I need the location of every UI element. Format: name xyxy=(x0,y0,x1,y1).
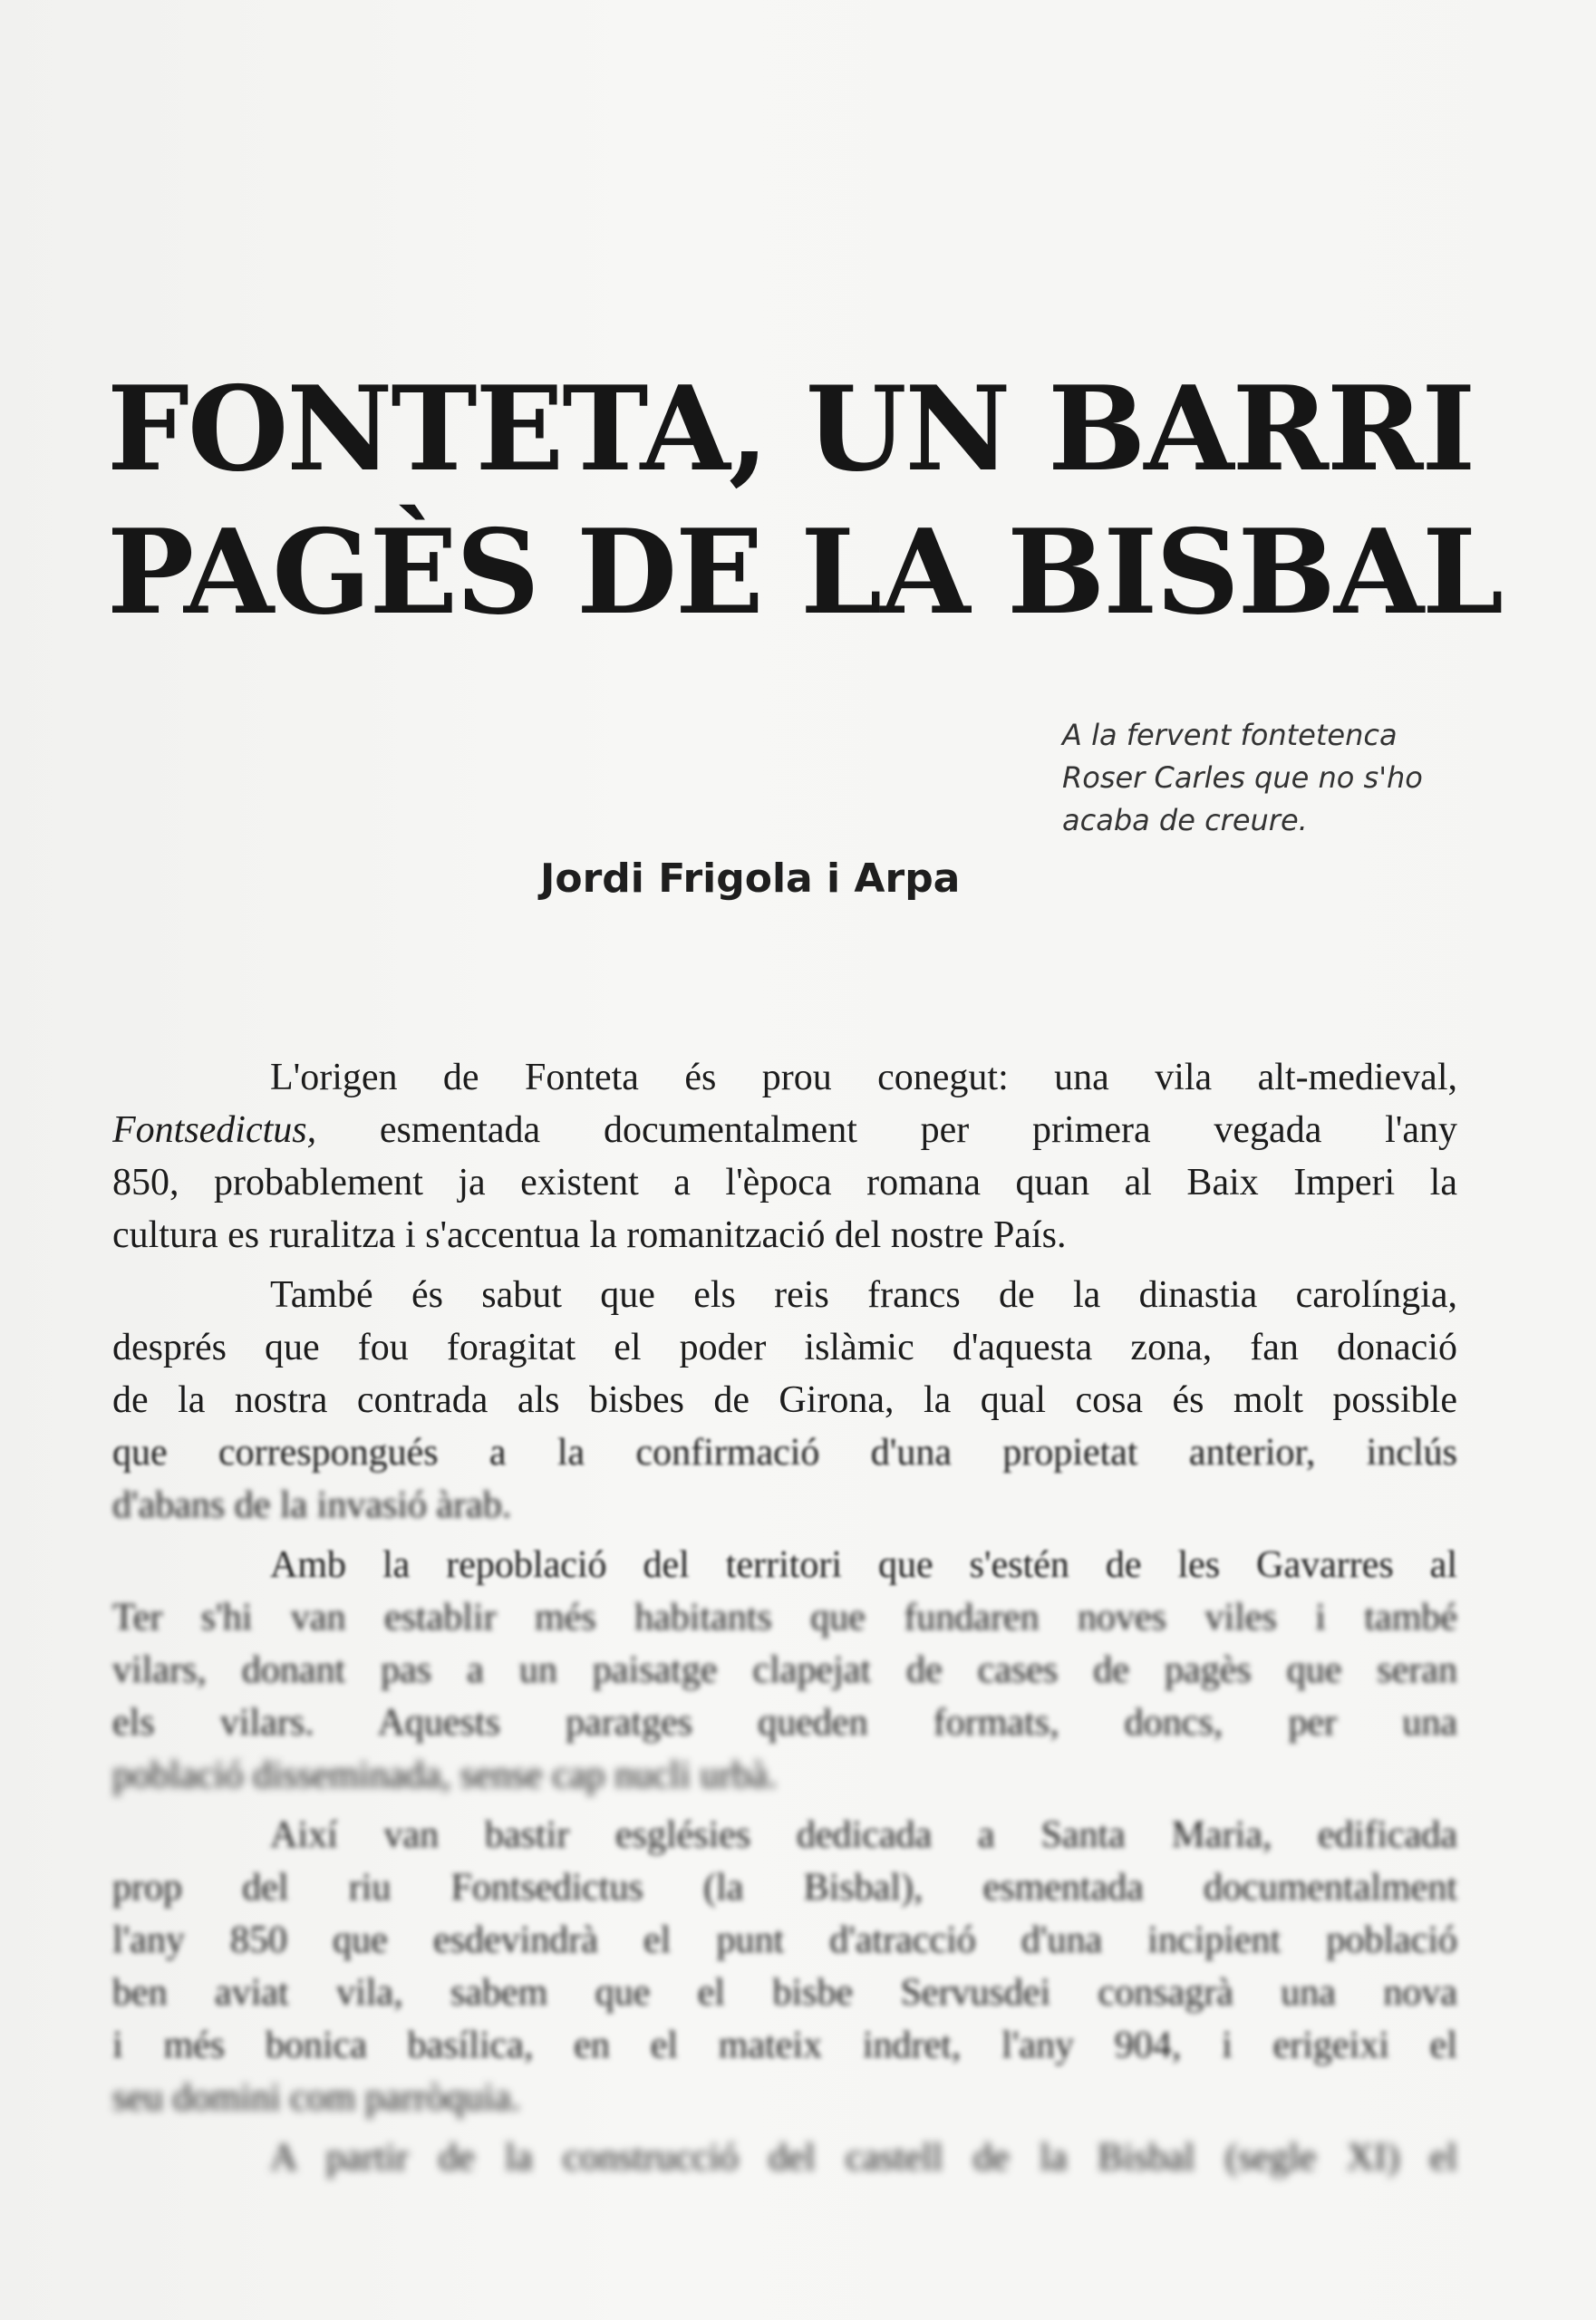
text-line: l'any 850 que esdevindrà el punt d'atracció d'una incipient població xyxy=(112,1919,1457,1961)
text-line: prop del riu Fontsedictus (la Bisbal), esmentada documentalment xyxy=(112,1867,1457,1909)
dedication-line-1: A la fervent fontetenca xyxy=(1062,718,1398,752)
text-line: Ter s'hi van establir més habitants que fundaren noves viles i també xyxy=(112,1597,1457,1638)
text-line: Així van bastir esglésies dedicada a Santa Maria, edificada xyxy=(270,1814,1457,1856)
text-line: d'abans de la invasió àrab. xyxy=(112,1484,512,1526)
article-title xyxy=(107,358,1503,644)
dedication xyxy=(1062,714,1479,842)
text-line: de la nostra contrada als bisbes de Girona, la qual cosa és molt possible xyxy=(112,1379,1457,1421)
author-name: Jordi Frigola i Arpa xyxy=(540,856,961,902)
text-line: població disseminada, sense cap nucli urbà. xyxy=(112,1754,778,1796)
italic-place-name: Fontsedictus, xyxy=(112,1109,317,1151)
text-line: vilars, donant pas a un paisatge clapejat de cases de pagès que seran xyxy=(112,1649,1457,1691)
text-line: Amb la repoblació del territori que s'estén de les Gavarres al xyxy=(270,1544,1457,1586)
text-line: els vilars. Aquests paratges queden formats, doncs, per una xyxy=(112,1702,1457,1744)
text-line: ben aviat vila, sabem que el bisbe Servusdei consagrà una nova xyxy=(112,1972,1457,2014)
text-line: i més bonica basílica, en el mateix indret, l'any 904, i erigeixi el xyxy=(112,2025,1457,2066)
paragraph-5 xyxy=(112,2132,1457,2184)
text-span: esmentada documentalment per primera vegada l'any xyxy=(316,1109,1457,1151)
text-line: També és sabut que els reis francs de la dinastia carolíngia, xyxy=(270,1274,1457,1316)
text-line: després que fou foragitat el poder islàmic d'aquesta zona, fan donació xyxy=(112,1327,1457,1368)
paragraph-3 xyxy=(112,1539,1457,1802)
title-line-2: PAGÈS DE LA BISBAL xyxy=(107,505,1503,641)
text-line: A partir de la construcció del castell de la Bisbal (segle XI) el xyxy=(270,2137,1457,2179)
text-line xyxy=(112,1104,1457,1156)
paragraph-1 xyxy=(112,1051,1457,1262)
dedication-line-3: acaba de creure. xyxy=(1062,803,1308,837)
text-line: L'origen de Fonteta és prou conegut: una vila alt-medieval, xyxy=(270,1057,1457,1098)
dedication-line-2: Roser Carles que no s'ho xyxy=(1062,760,1423,795)
text-line: seu domini com parròquia. xyxy=(112,2077,521,2119)
paragraph-4 xyxy=(112,1809,1457,2124)
text-line: cultura es ruralitza i s'accentua la romanització del nostre País. xyxy=(112,1214,1067,1256)
text-line: que correspongués a la confirmació d'una propietat anterior, inclús xyxy=(112,1432,1457,1474)
article-body xyxy=(112,1051,1457,2191)
text-line: 850, probablement ja existent a l'època romana quan al Baix Imperi la xyxy=(112,1162,1457,1204)
title-line-1: FONTETA, UN BARRI xyxy=(107,362,1475,498)
paragraph-2 xyxy=(112,1269,1457,1532)
